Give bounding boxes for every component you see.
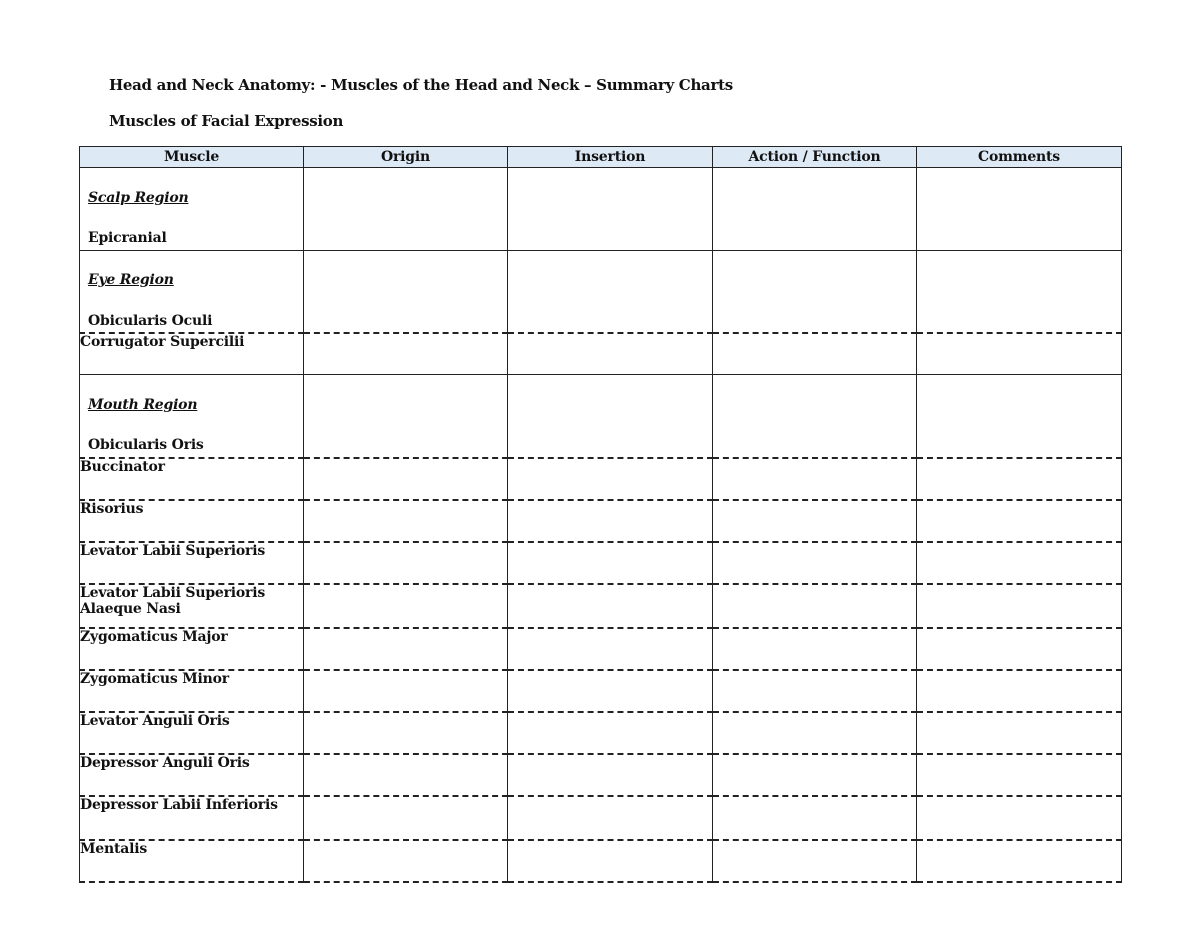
column-header-muscle: Muscle xyxy=(80,147,304,168)
insertion-cell[interactable] xyxy=(508,584,713,628)
muscle-name: Zygomaticus Major xyxy=(80,628,304,670)
table-row xyxy=(80,500,1122,542)
comments-cell[interactable] xyxy=(917,840,1122,882)
muscle-name: Levator Labii Superioris Alaeque Nasi xyxy=(80,584,304,628)
table-row xyxy=(80,796,1122,840)
muscle-cell xyxy=(80,375,304,458)
column-header-origin: Origin xyxy=(304,147,508,168)
action-cell[interactable] xyxy=(713,251,917,333)
insertion-cell[interactable] xyxy=(508,754,713,796)
comments-cell[interactable] xyxy=(917,712,1122,754)
comments-cell[interactable] xyxy=(917,168,1122,251)
muscle-name: Risorius xyxy=(80,500,304,542)
insertion-cell[interactable] xyxy=(508,500,713,542)
origin-cell[interactable] xyxy=(304,840,508,882)
origin-cell[interactable] xyxy=(304,333,508,375)
action-cell[interactable] xyxy=(713,542,917,584)
origin-cell[interactable] xyxy=(304,670,508,712)
action-cell[interactable] xyxy=(713,500,917,542)
origin-cell[interactable] xyxy=(304,754,508,796)
origin-cell[interactable] xyxy=(304,458,508,500)
muscle-name: Depressor Anguli Oris xyxy=(80,754,304,796)
comments-cell[interactable] xyxy=(917,542,1122,584)
muscle-name: Obicularis Oris xyxy=(88,437,204,453)
insertion-cell[interactable] xyxy=(508,458,713,500)
muscle-name: Levator Anguli Oris xyxy=(80,712,304,754)
region-label: Mouth Region xyxy=(88,397,198,413)
muscle-name: Obicularis Oculi xyxy=(88,313,213,329)
insertion-cell[interactable] xyxy=(508,796,713,840)
insertion-cell[interactable] xyxy=(508,251,713,333)
table-row xyxy=(80,251,1122,333)
table-row xyxy=(80,458,1122,500)
origin-cell[interactable] xyxy=(304,712,508,754)
muscle-summary-table xyxy=(79,146,1122,883)
origin-cell[interactable] xyxy=(304,375,508,458)
action-cell[interactable] xyxy=(713,333,917,375)
table-row xyxy=(80,333,1122,375)
comments-cell[interactable] xyxy=(917,333,1122,375)
comments-cell[interactable] xyxy=(917,796,1122,840)
muscle-name: Levator Labii Superioris xyxy=(80,542,304,584)
document-title: Head and Neck Anatomy: - Muscles of the Head and Neck – Summary Charts xyxy=(109,76,733,94)
table-row xyxy=(80,712,1122,754)
insertion-cell[interactable] xyxy=(508,375,713,458)
table-row xyxy=(80,628,1122,670)
region-label: Scalp Region xyxy=(88,190,189,206)
table-row xyxy=(80,754,1122,796)
origin-cell[interactable] xyxy=(304,796,508,840)
comments-cell[interactable] xyxy=(917,670,1122,712)
comments-cell[interactable] xyxy=(917,584,1122,628)
origin-cell[interactable] xyxy=(304,628,508,670)
table-row xyxy=(80,840,1122,882)
table-row xyxy=(80,584,1122,628)
action-cell[interactable] xyxy=(713,375,917,458)
comments-cell[interactable] xyxy=(917,251,1122,333)
comments-cell[interactable] xyxy=(917,458,1122,500)
action-cell[interactable] xyxy=(713,458,917,500)
section-title: Muscles of Facial Expression xyxy=(109,112,344,130)
origin-cell[interactable] xyxy=(304,542,508,584)
table-row xyxy=(80,542,1122,584)
comments-cell[interactable] xyxy=(917,628,1122,670)
action-cell[interactable] xyxy=(713,840,917,882)
table-header-row xyxy=(80,147,1122,168)
comments-cell[interactable] xyxy=(917,754,1122,796)
comments-cell[interactable] xyxy=(917,500,1122,542)
origin-cell[interactable] xyxy=(304,251,508,333)
muscle-name: Epicranial xyxy=(88,230,167,246)
action-cell[interactable] xyxy=(713,796,917,840)
muscle-name: Depressor Labii Inferioris xyxy=(80,796,304,840)
table-row xyxy=(80,670,1122,712)
table-row xyxy=(80,375,1122,458)
action-cell[interactable] xyxy=(713,584,917,628)
insertion-cell[interactable] xyxy=(508,168,713,251)
comments-cell[interactable] xyxy=(917,375,1122,458)
insertion-cell[interactable] xyxy=(508,670,713,712)
column-header-insertion: Insertion xyxy=(508,147,713,168)
action-cell[interactable] xyxy=(713,670,917,712)
muscle-cell xyxy=(80,251,304,333)
table-row xyxy=(80,168,1122,251)
action-cell[interactable] xyxy=(713,754,917,796)
column-header-comments: Comments xyxy=(917,147,1122,168)
origin-cell[interactable] xyxy=(304,168,508,251)
insertion-cell[interactable] xyxy=(508,542,713,584)
insertion-cell[interactable] xyxy=(508,628,713,670)
muscle-name: Mentalis xyxy=(80,840,304,882)
muscle-cell xyxy=(80,168,304,251)
action-cell[interactable] xyxy=(713,168,917,251)
insertion-cell[interactable] xyxy=(508,333,713,375)
insertion-cell[interactable] xyxy=(508,840,713,882)
column-header-action: Action / Function xyxy=(713,147,917,168)
origin-cell[interactable] xyxy=(304,584,508,628)
insertion-cell[interactable] xyxy=(508,712,713,754)
region-label: Eye Region xyxy=(88,272,174,288)
origin-cell[interactable] xyxy=(304,500,508,542)
action-cell[interactable] xyxy=(713,712,917,754)
muscle-name: Zygomaticus Minor xyxy=(80,670,304,712)
muscle-name: Corrugator Supercilii xyxy=(80,333,304,375)
action-cell[interactable] xyxy=(713,628,917,670)
muscle-name: Buccinator xyxy=(80,458,304,500)
